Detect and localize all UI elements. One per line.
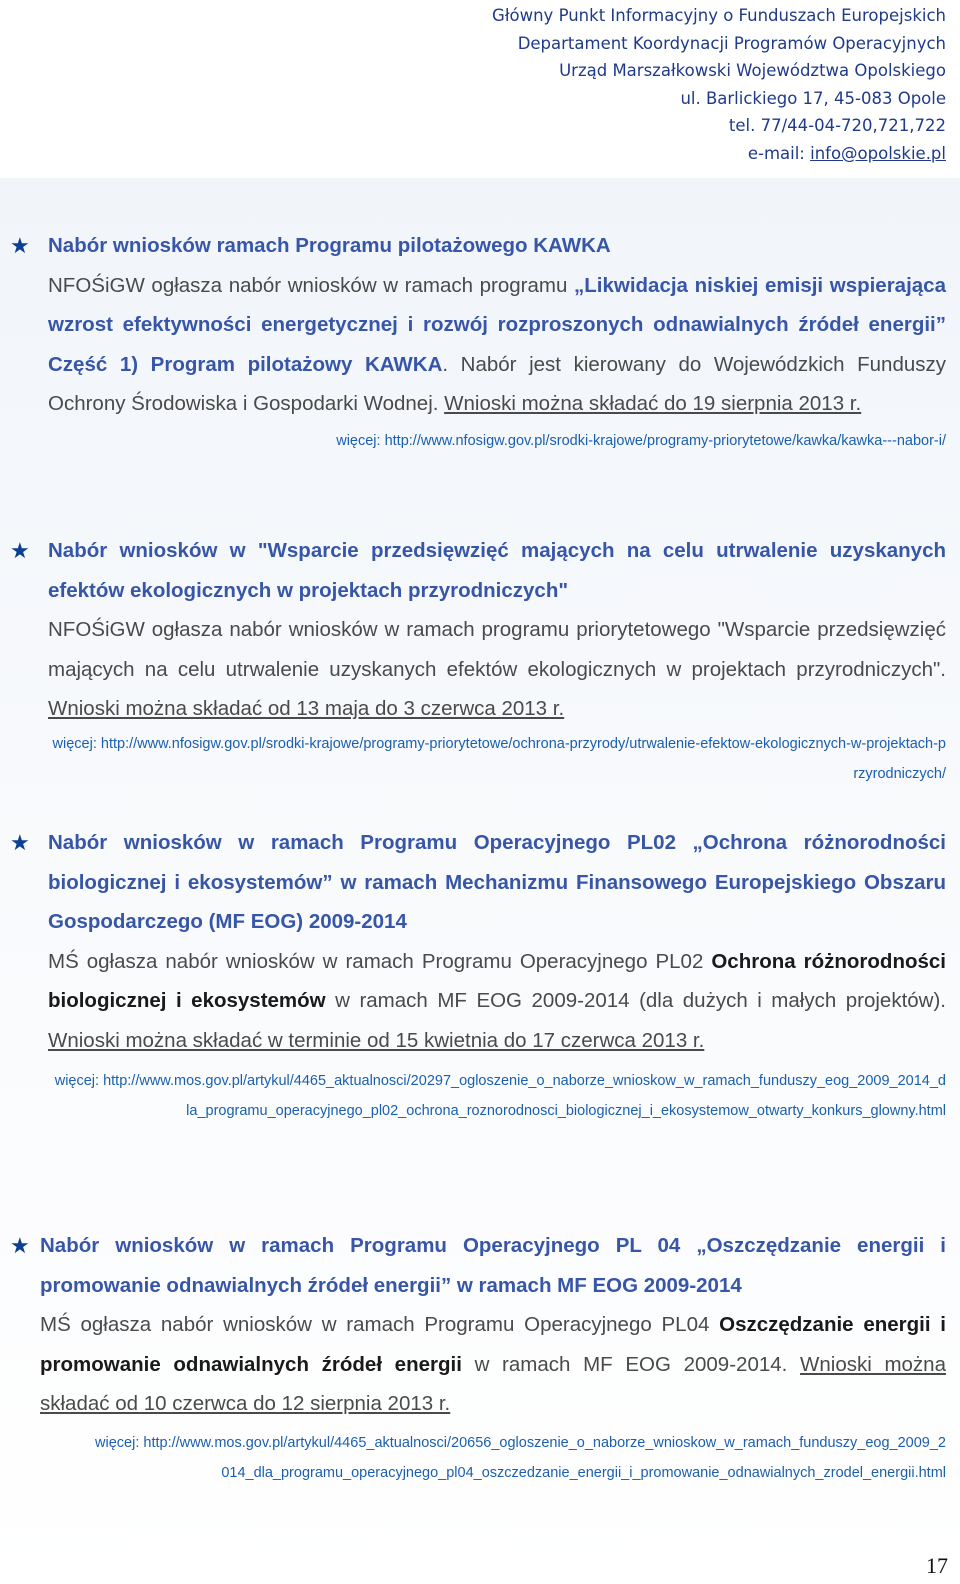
body-text: MŚ ogłasza nabór wniosków w ramach Programu Operacyjnego PL02 (48, 949, 712, 973)
item-body (48, 942, 946, 1061)
more-link[interactable]: http://www.mos.gov.pl/artykul/4465_aktualnosci/20656_ogloszenie_o_naborze_wnioskow_w_ramach_funduszy_eog_2009_2014_dla_programu_operacyjnego_pl04_oszczedzanie_energii_i_promowanie_odnawialnych_zrodel_energii.html (143, 1434, 946, 1481)
deadline: Wnioski można składać do 19 sierpnia 2013 r. (444, 392, 862, 415)
more-label: więcej: (52, 735, 101, 752)
body-text: NFOŚiGW ogłasza nabór wniosków w ramach programu (48, 273, 575, 297)
item-title: Nabór wniosków ramach Programu pilotażowego KAWKA (48, 234, 611, 257)
item-title: Nabór wniosków w ramach Programu Operacyjnego PL02 „Ochrona różnorodności biologicznej i ekosystemów” w ramach Mechanizmu Finansowego Europejskiego Obszaru Gospodarczego (MF EOG) 2009-2014 (48, 831, 946, 933)
news-item-2 (0, 531, 960, 789)
item-body (48, 266, 946, 424)
more-label: więcej: (336, 432, 385, 449)
header-line: Departament Koordynacji Programów Operacyjnych (517, 33, 946, 53)
star-icon: ★ (10, 538, 30, 563)
header-line: ul. Barlickiego 17, 45-083 Opole (680, 88, 946, 108)
news-item-3 (0, 823, 960, 1126)
header-line: tel. 77/44-04-720,721,722 (728, 116, 946, 135)
body-text: MŚ ogłasza nabór wniosków w ramach Programu Operacyjnego PL04 (40, 1313, 720, 1336)
more-link[interactable]: http://www.mos.gov.pl/artykul/4465_aktualnosci/20297_ogloszenie_o_naborze_wnioskow_w_ramach_funduszy_eog_2009_2014_dla_programu_operacyjnego_pl02_ochrona_roznorodnosci_biologicznej_i_ekosystemow_otwarty_konkurs_glowny.html (103, 1073, 946, 1119)
item-body (40, 1305, 946, 1424)
contact-header (306, 2, 946, 167)
body-text: w ramach MF EOG 2009-2014. (461, 1352, 801, 1376)
more-label: więcej: (95, 1434, 144, 1451)
body-text: . Nabór jest kierowany do Wojewódzkich Funduszy Ochrony Środowiska i Gospodarki Wodnej. (48, 352, 946, 415)
deadline: Wnioski można składać od 10 czerwca do 12 sierpnia 2013 r. (40, 1352, 946, 1415)
page-number: 17 (926, 1553, 948, 1578)
item-title: Nabór wniosków w ramach Programu Operacyjnego PL 04 „Oszczędzanie energii i promowanie odnawialnych źródeł energii” w ramach MF EOG 2009-2014 (40, 1234, 946, 1297)
deadline: Wnioski można składać w terminie od 15 kwietnia do 17 czerwca 2013 r. (48, 1028, 705, 1052)
item-body (48, 610, 946, 729)
program-name: Oszczędzanie energii i promowanie odnawialnych źródeł energii (40, 1313, 946, 1376)
star-icon: ★ (10, 1233, 30, 1258)
email-label: e-mail: (747, 143, 811, 163)
more-link[interactable]: http://www.nfosigw.gov.pl/srodki-krajowe/programy-priorytetowe/ochrona-przyrody/utrwalenie-efektow-ekologicznych-w-projektach-przyrodniczych/ (100, 735, 946, 782)
program-name: „Likwidacja niskiej emisji wspierająca wzrost efektywności energetycznej i rozwój rozproszonych odnawialnych źródeł energii” Część 1) Program pilotażowy KAWKA (48, 273, 946, 376)
news-item-1 (0, 226, 960, 456)
star-icon: ★ (10, 830, 30, 855)
item-title: Nabór wniosków w "Wsparcie przedsięwzięć mających na celu utrwalenie uzyskanych efektów ekologicznych w projektach przyrodniczych" (48, 539, 946, 602)
email-link[interactable]: info@opolskie.pl (810, 143, 946, 163)
body-text: NFOŚiGW ogłasza nabór wniosków w ramach programu priorytetowego "Wsparcie przedsięwzięć mających na celu utrwalenie uzyskanych efektów ekologicznych w projektach przyrodniczych". (48, 618, 946, 681)
header-email-line (306, 140, 946, 168)
more-info (48, 729, 946, 789)
more-info (48, 426, 946, 456)
body-text: w ramach MF EOG 2009-2014 (dla dużych i małych projektów). (325, 989, 947, 1012)
header-line: Urząd Marszałkowski Województwa Opolskiego (559, 61, 946, 80)
more-label: więcej: (54, 1073, 104, 1089)
more-link[interactable]: http://www.nfosigw.gov.pl/srodki-krajowe/programy-priorytetowe/kawka/kawka---nabor-i/ (384, 432, 946, 449)
header-line: Główny Punkt Informacyjny o Funduszach Europejskich (492, 6, 946, 25)
more-info (52, 1066, 946, 1126)
program-name: Ochrona różnorodności biologicznej i ekosystemów (48, 949, 946, 1012)
more-info (90, 1428, 946, 1488)
deadline: Wnioski można składać od 13 maja do 3 czerwca 2013 r. (48, 697, 565, 720)
news-item-4 (0, 1226, 960, 1488)
star-icon: ★ (10, 233, 30, 258)
